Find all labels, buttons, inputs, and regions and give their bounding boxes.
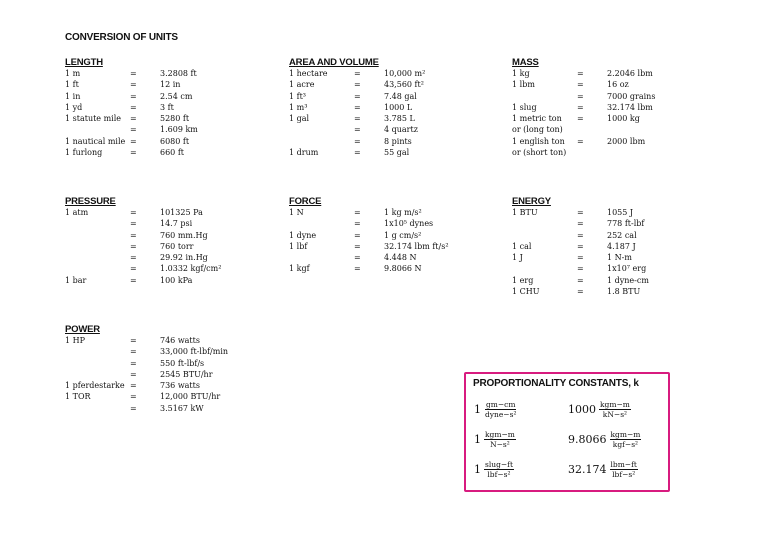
unit-label: 1 ft [65, 80, 79, 90]
unit-value: 1.0332 kgf/cm² [160, 264, 222, 274]
energy-row [512, 230, 649, 241]
fraction-numerator: kgm−m [485, 430, 515, 439]
unit-label [65, 230, 130, 241]
constant-coefficient: 1 [474, 463, 481, 476]
length-rows [65, 68, 198, 158]
unit-value: 736 watts [160, 381, 200, 391]
mass-heading: MASS [512, 57, 539, 68]
fraction-numerator: slug−ft [485, 460, 513, 469]
unit-label: 1 nautical mile [65, 136, 126, 146]
unit-value: 1x10⁷ erg [607, 264, 647, 274]
equals-sign: = [130, 369, 137, 379]
unit-value: 760 torr [160, 241, 194, 251]
unit-value: 1.609 km [160, 125, 198, 135]
unit-label: 1 pferdestarke [65, 381, 125, 391]
length-section [65, 57, 198, 158]
unit-label [65, 218, 130, 229]
energy-row [512, 252, 649, 263]
energy-heading: ENERGY [512, 196, 551, 207]
unit-label: 1 lbf [289, 241, 308, 251]
equals-sign: = [130, 230, 137, 240]
unit-value: 1 N-m [607, 253, 632, 263]
equals-sign: = [577, 219, 584, 229]
unit-label: 1 kgf [289, 264, 310, 274]
pressure-section [65, 196, 221, 286]
unit-label: 1 m [65, 69, 81, 78]
proportionality-constant [474, 460, 514, 479]
unit-label: 1 cal [512, 241, 532, 251]
mass-row [512, 79, 655, 90]
length-row [65, 113, 198, 124]
unit-label [65, 263, 130, 274]
equals-sign: = [130, 208, 137, 217]
unit-value: 6080 ft [160, 136, 190, 146]
unit-value: 43,560 ft² [384, 80, 424, 90]
equals-sign: = [130, 381, 137, 391]
equals-sign: = [130, 125, 137, 135]
equals-sign: = [577, 80, 584, 90]
unit-label: 1 dyne [289, 230, 317, 240]
unit-label [65, 403, 130, 414]
equals-sign: = [130, 403, 137, 413]
unit-value: 8 pints [384, 136, 412, 146]
unit-value: 33,000 ft-lbf/min [160, 347, 229, 357]
unit-value: 1055 J [607, 208, 634, 217]
unit-fraction [599, 400, 631, 419]
unit-label: 1 HP [65, 336, 85, 345]
equals-sign [577, 147, 607, 158]
unit-value: 9.8066 N [384, 264, 422, 274]
force-rows [289, 207, 449, 275]
unit-label: 1 drum [289, 148, 319, 158]
unit-value: 746 watts [160, 336, 200, 345]
unit-label [512, 230, 577, 241]
unit-label: 1 statute mile [65, 114, 122, 124]
mass-rows [512, 68, 655, 158]
mass-row [512, 68, 655, 79]
unit-label [289, 218, 354, 229]
equals-sign: = [130, 358, 137, 368]
energy-section [512, 196, 649, 297]
power-rows [65, 335, 228, 414]
unit-label: 1 hectare [289, 69, 328, 78]
unit-value: 12 in [160, 80, 181, 90]
equals-sign: = [130, 91, 137, 101]
unit-value: 550 ft-lbf/s [160, 358, 205, 368]
unit-label: 1 yd [65, 102, 83, 112]
unit-fraction [610, 430, 642, 449]
area-row [289, 113, 425, 124]
unit-label [289, 252, 354, 263]
unit-value: 32.174 lbm ft/s² [384, 241, 449, 251]
unit-value: 660 ft [160, 148, 184, 158]
unit-label: 1 bar [65, 275, 87, 285]
unit-label: 1 erg [512, 275, 534, 285]
equals-sign: = [577, 136, 584, 146]
constant-coefficient: 1 [474, 433, 481, 446]
length-row [65, 147, 198, 158]
equals-sign: = [130, 241, 137, 251]
area-volume-section [289, 57, 425, 158]
proportionality-constant [568, 430, 641, 449]
unit-value: 4.187 J [607, 241, 636, 251]
equals-sign: = [354, 125, 361, 135]
unit-label: 1 TOR [65, 392, 91, 402]
proportionality-title: PROPORTIONALITY CONSTANTS, k [473, 378, 639, 389]
equals-sign: = [354, 80, 361, 90]
area-volume-heading: AREA AND VOLUME [289, 57, 379, 68]
equals-sign: = [354, 253, 361, 263]
pressure-row [65, 207, 221, 218]
area-row [289, 68, 425, 79]
unit-value: 1.8 BTU [607, 287, 641, 297]
energy-row [512, 275, 649, 286]
unit-label [289, 136, 354, 147]
proportionality-constant [474, 430, 516, 449]
fraction-numerator: kgm−m [610, 430, 641, 439]
equals-sign: = [577, 114, 584, 124]
unit-label: or (long ton) [512, 125, 563, 135]
power-row [65, 380, 228, 391]
equals-sign: = [130, 102, 137, 112]
force-row [289, 241, 449, 252]
equals-sign: = [577, 69, 584, 78]
proportionality-constants-box [464, 372, 670, 492]
unit-label [65, 241, 130, 252]
unit-value: 10,000 m² [384, 69, 426, 78]
equals-sign: = [130, 69, 137, 78]
length-row [65, 136, 198, 147]
unit-value: 14.7 psi [160, 219, 193, 229]
equals-sign: = [577, 253, 584, 263]
unit-label: 1 m³ [289, 102, 308, 112]
constant-coefficient: 32.174 [568, 463, 607, 476]
constant-coefficient: 9.8066 [568, 433, 607, 446]
proportionality-constant [568, 460, 638, 479]
length-row [65, 102, 198, 113]
unit-value: 55 gal [384, 148, 410, 158]
area-row [289, 91, 425, 102]
pressure-row [65, 275, 221, 286]
equals-sign: = [130, 253, 137, 263]
unit-label: 1 kg [512, 69, 530, 78]
unit-label: 1 in [65, 91, 81, 101]
area-row [289, 147, 425, 158]
equals-sign: = [577, 264, 584, 274]
length-row [65, 79, 198, 90]
unit-label: 1 metric ton [512, 114, 562, 124]
area-row [289, 136, 425, 147]
equals-sign: = [130, 80, 137, 90]
energy-row [512, 263, 649, 274]
force-row [289, 218, 449, 229]
unit-fraction [484, 430, 516, 449]
unit-value: 3.785 L [384, 114, 415, 124]
unit-value: 2.54 cm [160, 91, 193, 101]
area-row [289, 124, 425, 135]
force-row [289, 263, 449, 274]
force-row [289, 230, 449, 241]
equals-sign: = [130, 136, 137, 146]
energy-rows [512, 207, 649, 297]
unit-label: 1 furlong [65, 148, 103, 158]
mass-row [512, 136, 655, 147]
length-row [65, 91, 198, 102]
pressure-row [65, 263, 221, 274]
unit-fraction [484, 400, 517, 419]
unit-value: 7.48 gal [384, 91, 417, 101]
fraction-numerator: lbm−ft [610, 460, 637, 469]
unit-fraction [484, 460, 514, 479]
force-row [289, 207, 449, 218]
force-section [289, 196, 449, 275]
unit-label: 1 english ton [512, 136, 565, 146]
length-heading: LENGTH [65, 57, 103, 68]
unit-value: 1000 L [384, 102, 413, 112]
equals-sign: = [130, 148, 137, 158]
unit-label [65, 252, 130, 263]
equals-sign: = [577, 241, 584, 251]
energy-row [512, 286, 649, 297]
power-row [65, 403, 228, 414]
unit-value: 3 ft [160, 102, 174, 112]
unit-value: 252 cal [607, 230, 637, 240]
unit-label [65, 358, 130, 369]
unit-value: 2545 BTU/hr [160, 369, 213, 379]
unit-value: 12,000 BTU/hr [160, 392, 221, 402]
unit-label [65, 124, 130, 135]
pressure-row [65, 241, 221, 252]
equals-sign [577, 124, 607, 135]
fraction-denominator: dyne−s² [485, 410, 517, 419]
unit-fraction [610, 460, 638, 479]
mass-section [512, 57, 655, 158]
unit-label: 1 gal [289, 114, 310, 124]
equals-sign: = [130, 264, 137, 274]
mass-row [512, 91, 655, 102]
fraction-denominator: kgf−s² [612, 440, 639, 449]
power-row [65, 335, 228, 346]
pressure-row [65, 218, 221, 229]
area-volume-rows [289, 68, 425, 158]
power-row [65, 358, 228, 369]
unit-label: 1 J [512, 253, 523, 263]
unit-value: 2000 lbm [607, 136, 646, 146]
equals-sign: = [577, 287, 584, 297]
energy-row [512, 207, 649, 218]
power-row [65, 391, 228, 402]
mass-row [512, 102, 655, 113]
equals-sign: = [354, 264, 361, 274]
power-heading: POWER [65, 324, 100, 335]
equals-sign: = [354, 136, 361, 146]
page-title: CONVERSION OF UNITS [65, 32, 178, 43]
unit-value: 32.174 lbm [607, 102, 653, 112]
equals-sign: = [130, 275, 137, 285]
unit-value: 2.2046 lbm [607, 69, 653, 78]
equals-sign: = [130, 392, 137, 402]
equals-sign: = [354, 219, 361, 229]
length-row [65, 124, 198, 135]
unit-value: 1000 kg [607, 114, 640, 124]
pressure-heading: PRESSURE [65, 196, 116, 207]
equals-sign: = [354, 69, 361, 78]
unit-label: 1 N [289, 208, 304, 217]
energy-row [512, 241, 649, 252]
power-section [65, 324, 228, 414]
fraction-denominator: kN−s² [602, 410, 628, 419]
area-row [289, 102, 425, 113]
fraction-numerator: kgm−m [600, 400, 630, 409]
unit-label [65, 369, 130, 380]
fraction-denominator: lbf−s² [487, 470, 511, 479]
power-row [65, 346, 228, 357]
length-row [65, 68, 198, 79]
mass-row [512, 124, 655, 135]
unit-value: 1 dyne-cm [607, 275, 649, 285]
unit-label: or (short ton) [512, 148, 567, 158]
equals-sign: = [577, 230, 584, 240]
unit-value: 3.2808 ft [160, 69, 197, 78]
fraction-numerator: gm−cm [485, 400, 516, 409]
unit-label: 1 slug [512, 102, 537, 112]
unit-value: 1 g cm/s² [384, 230, 422, 240]
equals-sign: = [130, 219, 137, 229]
unit-value: 7000 grains [607, 91, 656, 101]
force-heading: FORCE [289, 196, 322, 207]
mass-row [512, 147, 655, 158]
unit-label [65, 346, 130, 357]
unit-label: 1 lbm [512, 80, 535, 90]
equals-sign: = [577, 208, 584, 217]
constant-coefficient: 1 [474, 403, 481, 416]
proportionality-constant [474, 400, 517, 419]
unit-label: 1 ft³ [289, 91, 307, 101]
equals-sign: = [577, 91, 584, 101]
mass-row [512, 113, 655, 124]
unit-value: 3.5167 kW [160, 403, 204, 413]
unit-label [512, 263, 577, 274]
unit-value: 100 kPa [160, 275, 193, 285]
pressure-row [65, 230, 221, 241]
proportionality-constant [568, 400, 631, 419]
pressure-row [65, 252, 221, 263]
power-row [65, 369, 228, 380]
equals-sign: = [354, 148, 361, 158]
unit-label [512, 218, 577, 229]
fraction-denominator: N−s² [490, 440, 510, 449]
energy-row [512, 218, 649, 229]
pressure-rows [65, 207, 221, 286]
unit-label: 1 atm [65, 208, 89, 217]
equals-sign: = [130, 114, 137, 124]
equals-sign: = [354, 91, 361, 101]
equals-sign: = [354, 241, 361, 251]
area-row [289, 79, 425, 90]
equals-sign: = [130, 336, 137, 345]
unit-value: 4.448 N [384, 253, 417, 263]
unit-value: 1x10⁵ dynes [384, 219, 434, 229]
equals-sign: = [354, 230, 361, 240]
equals-sign: = [354, 208, 361, 217]
unit-label [512, 91, 577, 102]
unit-value: 5280 ft [160, 114, 190, 124]
unit-label: 1 BTU [512, 208, 538, 217]
constant-coefficient: 1000 [568, 403, 596, 416]
equals-sign: = [577, 275, 584, 285]
unit-value: 4 quartz [384, 125, 418, 135]
force-row [289, 252, 449, 263]
unit-value: 760 mm.Hg [160, 230, 208, 240]
fraction-denominator: lbf−s² [612, 470, 636, 479]
unit-value: 29.92 in.Hg [160, 253, 208, 263]
unit-label: 1 CHU [512, 287, 540, 297]
unit-label [289, 124, 354, 135]
equals-sign: = [577, 102, 584, 112]
equals-sign: = [354, 102, 361, 112]
equals-sign: = [354, 114, 361, 124]
unit-value: 778 ft-lbf [607, 219, 645, 229]
unit-value: 101325 Pa [160, 208, 203, 217]
unit-value: 1 kg m/s² [384, 208, 422, 217]
equals-sign: = [130, 347, 137, 357]
unit-value: 16 oz [607, 80, 629, 90]
unit-label: 1 acre [289, 80, 315, 90]
